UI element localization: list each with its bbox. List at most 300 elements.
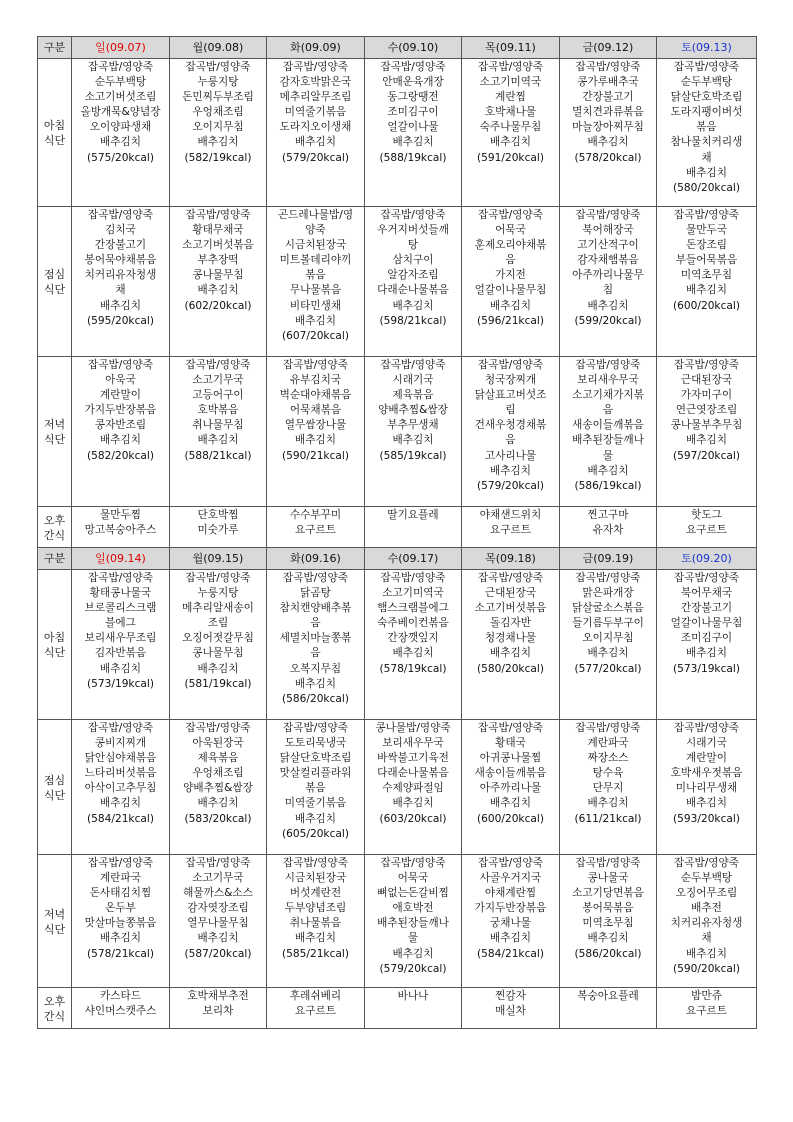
menu-item: 수수부꾸미 (289, 509, 342, 521)
menu-cell (72, 988, 170, 1029)
meal-label-line: 오후 (43, 513, 66, 527)
menu-item: 배추김치 (295, 136, 336, 149)
menu-cell (267, 59, 365, 207)
menu-item: (584/21kcal) (477, 947, 544, 960)
menu-item: 닭살굴소스볶음 (572, 602, 644, 615)
menu-item: 유자차 (592, 524, 624, 537)
menu-item: 배추김치 (587, 932, 629, 945)
menu-cell (560, 988, 657, 1029)
menu-item: 메추리알무조림 (279, 91, 352, 104)
menu-item: 망고복숭아주스 (84, 524, 157, 537)
menu-item: 고등어구이 (192, 389, 244, 402)
day-header-row (38, 37, 757, 59)
menu-item: 미나리무생채 (675, 782, 738, 795)
menu-item: 참치캔양배추볶 (279, 602, 352, 615)
menu-item: 음 (505, 434, 516, 447)
menu-item: 황태콩나물국 (89, 587, 152, 600)
menu-item: 배추김치 (392, 136, 434, 149)
menu-item: 콩가루배추국 (577, 76, 639, 89)
menu-item: (587/20kcal) (184, 947, 252, 960)
menu-item: 미역줄기볶음 (284, 106, 347, 119)
menu-item: 배추된장들깨나 (377, 917, 449, 930)
menu-item: 소고기무국 (192, 872, 244, 885)
menu-cell (560, 855, 657, 988)
menu-item: (583/20kcal) (184, 812, 252, 825)
menu-item: 잡곡밥/영양죽 (674, 209, 739, 221)
day-label: 목(09.18) (485, 551, 536, 565)
menu-item: 멸치견과류볶음 (572, 106, 644, 119)
day-header-sun (72, 548, 170, 570)
menu-item: 잡곡밥/영양죽 (674, 572, 739, 584)
menu-item: 잡곡밥/영양죽 (88, 722, 153, 734)
meal-row (38, 720, 757, 855)
menu-item: 요구르트 (295, 1005, 336, 1018)
menu-item: 찐고구마 (587, 509, 629, 521)
menu-item: 콩나물부추무침 (670, 419, 743, 432)
menu-cell (72, 507, 170, 548)
meal-label (38, 507, 72, 548)
menu-item: 잡곡밥/영양죽 (575, 209, 641, 221)
menu-item: 잡곡밥/영양죽 (185, 857, 251, 869)
menu-item: (591/20kcal) (477, 151, 544, 164)
menu-item: 애호박전 (392, 902, 434, 915)
menu-cell (365, 988, 462, 1029)
menu-item: 아욱국 (105, 374, 136, 387)
menu-item: 시금치된장국 (284, 239, 347, 252)
menu-item: 감자엿장조림 (187, 902, 249, 915)
menu-item: 아주까리나물무 (572, 269, 644, 282)
menu-item: 배추김치 (392, 647, 434, 660)
menu-item: 온두부 (105, 902, 136, 915)
menu-cell (462, 988, 560, 1029)
menu-item: 도라지오이생채 (279, 121, 352, 134)
menu-cell (267, 855, 365, 988)
menu-cell (170, 988, 267, 1029)
day-header-sat (657, 548, 757, 570)
menu-item: 황태국 (495, 737, 526, 750)
menu-item: 순두부백탕 (680, 76, 733, 89)
menu-item: 배추김치 (295, 812, 336, 825)
meal-row (38, 357, 757, 507)
menu-item: 배추김치 (587, 299, 629, 312)
menu-item: 벽순대야채볶음 (279, 389, 352, 402)
menu-item: 배추김치 (295, 932, 336, 945)
menu-item: 배추김치 (392, 434, 434, 447)
menu-item: 삼치구이 (392, 254, 434, 267)
menu-item: 보리새우무국 (577, 374, 639, 387)
day-label: 월(09.08) (192, 40, 244, 54)
menu-cell (170, 720, 267, 855)
menu-item: 오이양파생채 (89, 121, 152, 134)
menu-item: 숙주나물무침 (479, 121, 542, 134)
menu-item: 치커리유자청생 (84, 269, 157, 282)
menu-item: (581/19kcal) (184, 677, 252, 690)
menu-item: 두부양념조림 (284, 902, 347, 915)
day-header-wd (170, 548, 267, 570)
menu-item: 침 (602, 284, 614, 297)
menu-item: 잡곡밥/영양죽 (185, 209, 251, 221)
menu-item: 배추김치 (295, 677, 336, 690)
menu-item: (590/21kcal) (282, 449, 349, 462)
meal-label (38, 720, 72, 855)
meal-label (38, 988, 72, 1029)
menu-item: 잡곡밥/영양죽 (185, 61, 251, 73)
menu-item: 닭살단호박조림 (670, 91, 743, 104)
menu-item: 배추김치 (197, 434, 239, 447)
menu-item: 부추무생채 (387, 419, 439, 432)
menu-item: 배추김치 (197, 932, 239, 945)
menu-cell (267, 507, 365, 548)
menu-item: 맑은파개장 (582, 587, 634, 600)
menu-item: 배추김치 (100, 434, 141, 447)
menu-item: 잡곡밥/영양죽 (88, 857, 153, 869)
menu-cell (657, 207, 757, 357)
menu-item: 배추김치 (100, 932, 141, 945)
menu-item: 시금치된장국 (284, 872, 347, 885)
menu-cell (657, 507, 757, 548)
menu-item: 배추김치 (295, 314, 336, 327)
menu-item: 호박채부추전 (187, 990, 249, 1002)
meal-label-line: 식단 (43, 134, 66, 147)
menu-item: 다래순나물볶음 (377, 284, 449, 297)
menu-item: (596/21kcal) (477, 314, 544, 327)
menu-item: 잡곡밥/영양죽 (674, 61, 739, 73)
menu-item: 도토리묵냉국 (284, 737, 347, 750)
menu-item: (611/21kcal) (574, 812, 642, 825)
menu-item: 소고기당면볶음 (572, 887, 644, 900)
menu-item: 소고기채가지볶 (572, 389, 644, 402)
menu-item: 닭안심야채볶음 (84, 752, 157, 765)
menu-item: 배추김치 (490, 299, 531, 312)
menu-item: 봉어묵볶음 (582, 902, 634, 915)
menu-item: 요구르트 (686, 1005, 727, 1018)
menu-cell (365, 59, 462, 207)
menu-item: 배추김치 (587, 464, 629, 477)
meal-label-line: 아침 (43, 631, 66, 644)
menu-item: 아욱된장국 (192, 737, 244, 750)
menu-item: 요구르트 (490, 524, 531, 537)
menu-item: 시래기국 (686, 737, 727, 750)
menu-cell (462, 357, 560, 507)
meal-row (38, 207, 757, 357)
day-label: 월(09.15) (192, 551, 244, 565)
menu-item: 건새우청경채볶 (474, 419, 547, 432)
day-header-wd (462, 548, 560, 570)
menu-item: (600/20kcal) (673, 299, 740, 312)
menu-cell (170, 357, 267, 507)
menu-item: 간장깻잎지 (387, 632, 439, 645)
menu-item: (582/19kcal) (184, 151, 252, 164)
menu-item: 취나물무침 (192, 419, 244, 432)
menu-item: 청국장찌개 (484, 374, 537, 387)
menu-item: 김자반볶음 (94, 647, 147, 660)
day-header-wd (365, 548, 462, 570)
menu-item: 단무지 (592, 782, 624, 795)
meal-label-line: 오후 (43, 994, 66, 1008)
day-header-wd (267, 548, 365, 570)
menu-item: 배추김치 (490, 136, 531, 149)
menu-item: 배추김치 (197, 284, 239, 297)
menu-item: 열무나물무침 (187, 917, 249, 930)
menu-item: 잡곡밥/영양죽 (380, 61, 446, 73)
menu-item: 알감자조림 (387, 269, 439, 282)
menu-item: 근대된장국 (680, 374, 733, 387)
menu-item: 림 (505, 404, 516, 417)
meal-label-line: 간식 (43, 1009, 66, 1023)
menu-item: 치커리유자청생 (670, 917, 743, 930)
menu-item: 콩나물무침 (192, 647, 244, 660)
menu-item: 단호박찜 (197, 509, 239, 521)
menu-item: 순두부백탕 (680, 872, 733, 885)
menu-item: 사골우거지국 (479, 872, 542, 885)
menu-item: 배추김치 (392, 299, 434, 312)
menu-cell (462, 207, 560, 357)
menu-item: (573/19kcal) (87, 677, 154, 690)
menu-item: 미역초무침 (680, 269, 733, 282)
menu-item: 미트볼데리야끼 (279, 254, 352, 267)
meal-label-line: 저녁 (43, 418, 66, 431)
menu-item: 배추된장들깨나 (572, 434, 644, 447)
menu-item: 배추김치 (197, 136, 239, 149)
menu-item: (586/20kcal) (574, 947, 642, 960)
meal-label-line: 점심 (43, 268, 66, 281)
menu-item: 짜장소스 (587, 752, 629, 765)
menu-item: 돈사태김치찜 (89, 887, 152, 900)
menu-item: 샤인머스캣주스 (84, 1005, 157, 1018)
menu-item: 돈장조림 (686, 239, 727, 252)
menu-item: 시래기국 (392, 374, 434, 387)
menu-item: 잡곡밥/영양죽 (575, 572, 641, 584)
menu-item: 잡곡밥/영양죽 (185, 572, 251, 584)
menu-cell (267, 988, 365, 1029)
menu-item: (577/20kcal) (574, 662, 642, 675)
menu-item: 간장불고기 (94, 239, 147, 252)
menu-item: 계란찜 (495, 91, 526, 104)
menu-item: 제육볶음 (197, 752, 239, 765)
menu-item: (582/20kcal) (87, 449, 154, 462)
day-label: 수(09.17) (387, 551, 439, 565)
menu-item: 가지두반장볶음 (474, 902, 547, 915)
menu-item: 우엉채조림 (192, 106, 244, 119)
menu-item: 배추김치 (587, 136, 629, 149)
menu-item: 배추김치 (392, 947, 434, 960)
day-header-row (38, 548, 757, 570)
menu-item: (580/20kcal) (673, 181, 740, 194)
menu-item: 오복지무침 (289, 662, 342, 675)
day-label: 화(09.16) (290, 551, 341, 565)
menu-item: 부들어묵볶음 (675, 254, 738, 267)
menu-item: 잡곡밥/영양죽 (575, 722, 641, 734)
menu-item: 어묵채볶음 (289, 404, 342, 417)
menu-item: 햄스크램블에그 (377, 602, 449, 615)
menu-item: 배추김치 (100, 136, 141, 149)
day-header-sun (72, 37, 170, 59)
menu-item: 닭살단호박조림 (279, 752, 352, 765)
menu-item: 얼갈이나물무침 (474, 284, 547, 297)
menu-item: 아주까리나물 (479, 782, 542, 795)
menu-item: 콩비지찌개 (94, 737, 147, 750)
menu-item: 소고기버섯볶음 (474, 602, 547, 615)
menu-cell (267, 207, 365, 357)
day-label: 토(09.13) (681, 40, 732, 54)
menu-item: 양죽 (305, 224, 326, 237)
day-label: 일(09.14) (95, 551, 146, 565)
weekly-menu-table (37, 36, 757, 1029)
menu-item: 계란말이 (100, 389, 141, 402)
menu-item: 느타리버섯볶음 (84, 767, 157, 780)
menu-item: 요구르트 (686, 524, 727, 537)
menu-cell (267, 720, 365, 855)
meal-label-line: 식단 (43, 646, 66, 659)
menu-item: (580/20kcal) (477, 662, 544, 675)
menu-item: 잡곡밥/영양죽 (575, 359, 641, 371)
menu-item: 감자채햄볶음 (577, 254, 639, 267)
meal-label (38, 357, 72, 507)
menu-item: 보리차 (202, 1005, 234, 1018)
menu-cell (657, 720, 757, 855)
day-header-wd (267, 37, 365, 59)
menu-cell (72, 357, 170, 507)
menu-item: 잡곡밥/영양죽 (283, 61, 348, 73)
menu-item: 잡곡밥/영양죽 (478, 359, 543, 371)
menu-item: 잡곡밥/영양죽 (283, 572, 348, 584)
day-label: 화(09.09) (290, 40, 341, 54)
menu-cell (560, 59, 657, 207)
menu-cell (72, 855, 170, 988)
menu-item: 콩나물국 (587, 872, 629, 885)
menu-item: (586/20kcal) (282, 692, 349, 705)
menu-cell (657, 59, 757, 207)
menu-cell (267, 570, 365, 720)
menu-cell (560, 207, 657, 357)
menu-item: 잡곡밥/영양죽 (674, 857, 739, 869)
menu-item: 북어해장국 (582, 224, 634, 237)
meal-label-line: 아침 (43, 119, 66, 132)
menu-item: 야채샌드위치 (479, 509, 542, 521)
menu-item: 잡곡밥/영양죽 (478, 722, 543, 734)
menu-cell (657, 570, 757, 720)
menu-item: 콩자반조림 (94, 419, 147, 432)
menu-item: 소고기버섯볶음 (182, 239, 254, 252)
menu-item: 우엉채조림 (192, 767, 244, 780)
menu-item: 핫도그 (691, 509, 722, 521)
menu-cell (72, 59, 170, 207)
menu-item: 잡곡밥/영양죽 (88, 572, 153, 584)
day-label: 금(09.12) (582, 40, 634, 54)
menu-item: 돌김자반 (490, 617, 531, 630)
day-header-wd (170, 37, 267, 59)
menu-item: 뼈없는돈갈비찜 (377, 887, 449, 900)
menu-cell (170, 855, 267, 988)
meal-row (38, 507, 757, 548)
menu-cell (72, 570, 170, 720)
menu-item: 잡곡밥/영양죽 (185, 359, 251, 371)
menu-item: 배추김치 (587, 647, 629, 660)
menu-cell (560, 507, 657, 548)
menu-item: 탕 (407, 239, 419, 252)
menu-item: 잡곡밥/영양죽 (283, 722, 348, 734)
menu-item: 호박채나물 (484, 106, 537, 119)
menu-item: 조미김구이 (680, 632, 733, 645)
menu-item: 배추김치 (490, 932, 531, 945)
menu-item: 후레쉬베리 (289, 990, 342, 1002)
menu-item: (597/20kcal) (673, 449, 740, 462)
menu-item: (595/20kcal) (87, 314, 154, 327)
menu-item: 밤만쥬 (691, 990, 722, 1002)
menu-item: 닭살표고버섯조 (474, 389, 547, 402)
menu-item: 볶음 (305, 269, 326, 282)
menu-item: 잡곡밥/영양죽 (88, 61, 153, 73)
day-header-sat (657, 37, 757, 59)
menu-item: 새송이들깨볶음 (572, 419, 644, 432)
menu-item: 비타민생채 (289, 299, 342, 312)
menu-item: (607/20kcal) (282, 329, 349, 342)
meal-row (38, 570, 757, 720)
menu-item: (578/21kcal) (87, 947, 154, 960)
menu-item: 콩나물밥/영양죽 (375, 722, 451, 734)
menu-item: 소고기미역국 (479, 76, 542, 89)
menu-item: 제육볶음 (392, 389, 434, 402)
menu-item: 버섯계란전 (289, 887, 342, 900)
meal-label-line: 식단 (43, 788, 66, 802)
menu-item: 계란파국 (587, 737, 629, 750)
menu-item: (603/20kcal) (379, 812, 447, 825)
menu-item: 마늘장아찌무침 (572, 121, 644, 134)
menu-item: 계란말이 (686, 752, 727, 765)
menu-item: 봉어묵야채볶음 (84, 254, 157, 267)
menu-item: 간장불고기 (680, 602, 733, 615)
menu-item: 잡곡밥/영양죽 (380, 359, 446, 371)
meal-label (38, 570, 72, 720)
menu-item: 우거지버섯들깨 (377, 224, 449, 237)
meal-label-line: 식단 (43, 283, 66, 296)
menu-item: 호박볶음 (197, 404, 239, 417)
menu-item: 닭곰탕 (300, 587, 331, 600)
menu-cell (365, 207, 462, 357)
menu-item: 콩나물무침 (192, 269, 244, 282)
menu-item: (578/19kcal) (379, 662, 447, 675)
menu-item: 잡곡밥/영양죽 (478, 572, 543, 584)
menu-item: 잡곡밥/영양죽 (283, 359, 348, 371)
day-header-wd (560, 37, 657, 59)
menu-item: 채 (115, 284, 126, 297)
menu-item: 동그랑땡전 (387, 91, 439, 104)
menu-item: 딸기요플레 (387, 509, 439, 521)
menu-item: 미역초무침 (582, 917, 634, 930)
menu-item: 복숭아요플레 (577, 990, 639, 1002)
menu-cell (657, 988, 757, 1029)
menu-item: 배추김치 (686, 166, 727, 179)
menu-cell (657, 357, 757, 507)
meal-row (38, 988, 757, 1029)
menu-item: 채 (701, 932, 712, 945)
menu-item: 배추김치 (100, 299, 141, 312)
menu-item: 보리새우무조림 (84, 632, 157, 645)
menu-item: (579/20kcal) (477, 479, 544, 492)
menu-item: 음 (310, 647, 321, 660)
menu-item: 순두부백탕 (94, 76, 147, 89)
menu-item: 조미김구이 (387, 106, 439, 119)
menu-item: 무나물볶음 (289, 284, 342, 297)
menu-item: 오징어무조림 (675, 887, 738, 900)
menu-item: 안매운육개장 (382, 76, 444, 89)
day-label: 수(09.10) (387, 40, 439, 54)
menu-cell (462, 570, 560, 720)
menu-item: (598/21kcal) (379, 314, 447, 327)
menu-item: 메추리알새송이 (182, 602, 254, 615)
menu-cell (657, 855, 757, 988)
menu-item: 누룽지탕 (197, 587, 239, 600)
